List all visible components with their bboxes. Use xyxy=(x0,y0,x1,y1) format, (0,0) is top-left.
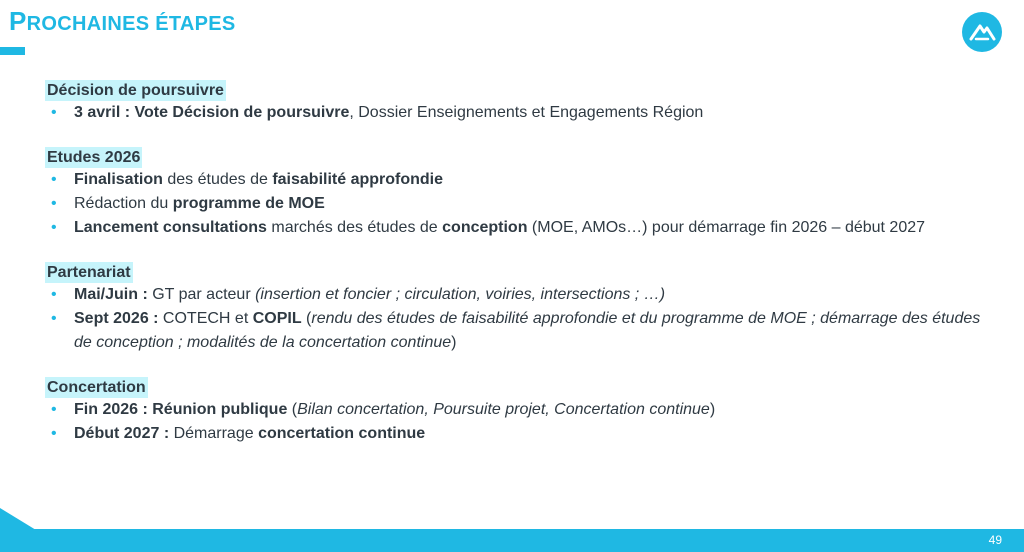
bold-text: conception xyxy=(442,219,528,236)
text: Rédaction du xyxy=(74,195,173,212)
bold-text: Finalisation xyxy=(74,171,163,188)
text: marchés des études de xyxy=(266,219,443,236)
text: COTECH et xyxy=(158,310,253,327)
text: ( xyxy=(301,310,312,327)
italic-text: rendu des études de faisabilité approfondie et du programme de MOE ; démarrage des études de conception ; modalités de la concertation continue xyxy=(74,310,981,351)
section-etudes xyxy=(45,147,995,240)
section-concertation xyxy=(45,377,995,446)
list-item xyxy=(45,101,995,125)
section-partenariat xyxy=(45,262,995,355)
bold-text: Sept 2026 : xyxy=(74,310,159,327)
text: des études de xyxy=(162,171,273,188)
decision-list xyxy=(45,101,995,125)
partenariat-list xyxy=(45,283,995,355)
title-rest: ROCHAINES ÉTAPES xyxy=(26,13,236,35)
section-heading-decision: Décision de poursuivre xyxy=(47,82,224,99)
bold-text: Début 2027 : xyxy=(74,425,170,442)
title-accent-bar xyxy=(0,47,25,55)
bold-text: Mai/Juin : xyxy=(74,286,148,303)
bold-text: programme de MOE xyxy=(172,195,325,212)
bold-text: faisabilité approfondie xyxy=(272,171,444,188)
text: ) xyxy=(451,334,457,351)
text: Démarrage xyxy=(169,425,259,442)
text: GT par acteur xyxy=(147,286,256,303)
text: ) xyxy=(709,401,716,418)
italic-text: (insertion et foncier ; circulation, voiries, intersections ; …) xyxy=(255,286,666,303)
slide-title xyxy=(9,4,236,41)
text: (MOE, AMOs…) pour démarrage fin 2026 – début 2027 xyxy=(527,219,926,236)
list-item xyxy=(45,216,995,240)
title-initial: P xyxy=(9,6,27,36)
list-item xyxy=(45,307,995,355)
mountain-logo-icon xyxy=(962,12,1002,52)
list-item xyxy=(45,168,995,192)
etudes-list xyxy=(45,168,995,240)
page-number: 49 xyxy=(988,533,1002,547)
list-item xyxy=(45,398,995,422)
text: ( xyxy=(287,401,298,418)
list-item xyxy=(45,192,995,216)
italic-text: Bilan concertation, Poursuite projet, Concertation continue xyxy=(297,401,710,418)
section-heading-concertation: Concertation xyxy=(47,379,146,396)
section-decision xyxy=(45,80,995,125)
bold-text: Fin 2026 : Réunion publique xyxy=(74,401,288,418)
footer-band xyxy=(0,529,1024,552)
bold-text: concertation continue xyxy=(258,425,426,442)
text: , Dossier Enseignements et Engagements Région xyxy=(349,104,704,121)
section-heading-etudes: Etudes 2026 xyxy=(47,149,141,166)
list-item xyxy=(45,283,995,307)
concertation-list xyxy=(45,398,995,446)
bold-text: COPIL xyxy=(252,310,302,327)
section-heading-partenariat: Partenariat xyxy=(47,264,131,281)
list-item xyxy=(45,422,995,446)
slide-content xyxy=(45,80,995,446)
bold-text: 3 avril : Vote Décision de poursuivre xyxy=(74,104,350,121)
bold-text: Lancement consultations xyxy=(74,219,267,236)
